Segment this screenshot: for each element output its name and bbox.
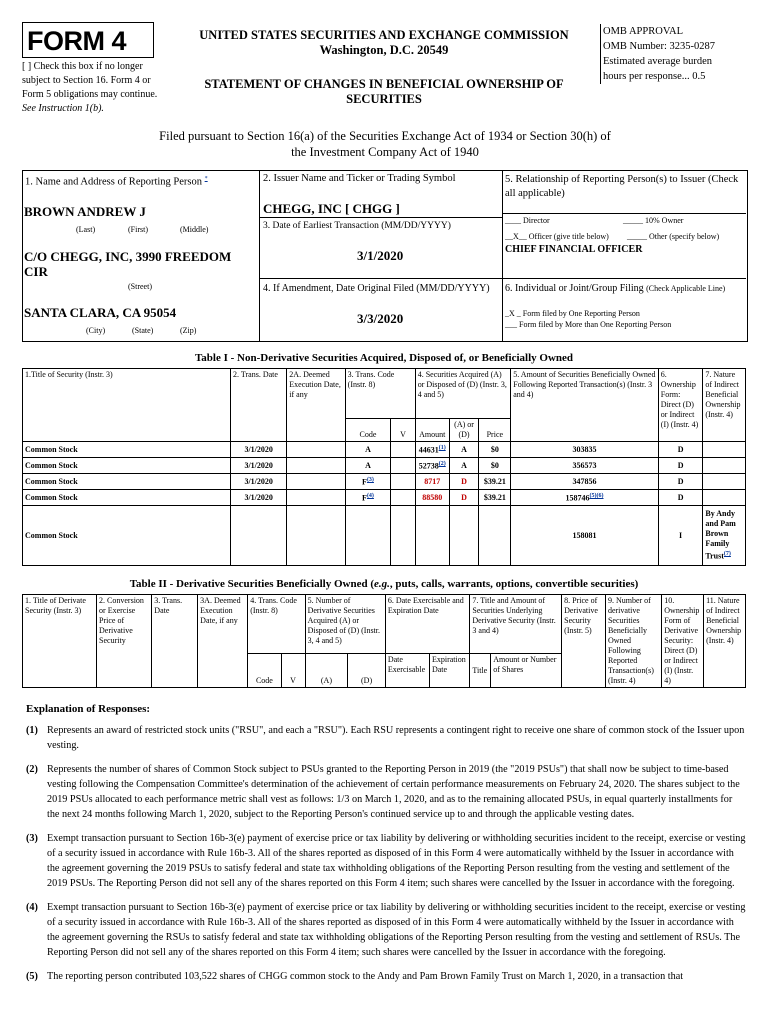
officer-title: CHIEF FINANCIAL OFFICER <box>505 244 643 255</box>
footnote-number: (2) <box>26 764 38 775</box>
footnote-number: (4) <box>26 902 38 913</box>
footnote-link[interactable]: (1) <box>438 445 446 452</box>
box2-label: 2. Issuer Name and Ticker or Trading Symbol <box>263 173 456 184</box>
filed-pursuant: Filed pursuant to Section 16(a) of the Securities Exchange Act of 1934 or Section 30(h) of the Investment Company Act of 1940 <box>159 129 611 159</box>
cell-form: I <box>679 530 683 540</box>
cell-amount: 44631 <box>418 445 439 455</box>
footnote-number: (1) <box>26 725 38 736</box>
table-row <box>23 474 746 490</box>
form-title-box <box>22 22 154 58</box>
cell-form: D <box>677 492 684 502</box>
footnote-link[interactable]: * <box>204 176 208 182</box>
cell-price: $0 <box>490 444 499 454</box>
city-address: SANTA CLARA, CA 95054 <box>24 305 177 320</box>
cell-aord: D <box>461 476 467 486</box>
explanation-heading: Explanation of Responses: <box>26 703 151 715</box>
cell-date: 3/1/2020 <box>244 460 273 470</box>
footnote-link[interactable]: (5)(6) <box>589 493 604 500</box>
footnote <box>26 831 746 891</box>
cell-title: Common Stock <box>25 476 78 486</box>
box6-label: 6. Individual or Joint/Group Filing (Check Applicable Line) <box>505 283 726 294</box>
cell-price: $0 <box>490 460 499 470</box>
footnote-number: (5) <box>26 971 38 982</box>
footnote-link[interactable]: (7) <box>723 551 731 558</box>
cell-owned: 158081 <box>572 530 597 540</box>
see-instruction: See Instruction 1(b). <box>22 103 104 114</box>
statement-title: STATEMENT OF CHANGES IN BENEFICIAL OWNERSHIP OF SECURITIES <box>204 77 564 106</box>
cell-price: $39.21 <box>483 476 506 486</box>
cell-owned: 303835 <box>572 444 597 454</box>
table-row <box>23 442 746 458</box>
cell-aord: A <box>461 444 467 454</box>
agency-header: UNITED STATES SECURITIES AND EXCHANGE COMMISSION Washington, D.C. 20549 STATEMENT OF CHANGES IN BENEFICIAL OWNERSHIP OF SECURITIES <box>178 28 590 107</box>
cell-owned: 158746 <box>565 493 590 503</box>
table1-title: Table I - Non-Derivative Securities Acquired, Disposed of, or Beneficially Owned <box>194 352 574 364</box>
footnote-text: Exempt transaction pursuant to Section 16b-3(e) payment of exercise price or tax liability by delivering or withholding securities incident to the receipt, exercise or vesting of a security issued in accordance with Rule 16b-3. All of the shares reported as disposed of in this Form 4 were automatically withheld by the Issuer in accordance with the agreement governing the 2019 PSUs to satisfy federal and state tax withholding obligations of the Reporting Person resulting from the vesting and settlement of the 2019 PSUs. The Reporting Person did not sell any of the shares reported on this Form 4 item; such shares were cancelled by the Issuer in accordance with the foregoing. <box>47 833 746 889</box>
reporting-person-name: BROWN ANDREW J <box>24 204 146 219</box>
table1: 1.Title of Security (Instr. 3) 2. Trans. Date 2A. Deemed Execution Date, if any 3. Trans. Code (Instr. 8) 4. Securities Acquired (A) or Disposed of (D) (Instr. 3, 4 and 5) 5. Amount of Securities Beneficially Owned Following Reported Transaction(s) (Instr. 3 and 4) 6. Ownership Form: Direct (D) or Indirect (I) (Instr. 4) 7. Nature of Indirect Beneficial Ownership (Instr. 4) Code V Amount (A) or (D) Price Common Stock 3/1/2020 A 44631$^{(1)}$ A $0 303835 D Common Stock 3/1/2020 A 52738$^{(2)}$ A $0 356573 D Common Stock 3/1/2020 $F^{(3)}$ 8717 D $39.21 347856 D Common Stock 3/1/2020 $F^{(4)}$ 88580 D $39.21 $158746^{(5)(6)}$ D Common Stock 158081 I By Andy and Pam Brown Family Trust$^{(7)}$ <box>22 368 746 566</box>
cell-date: 3/1/2020 <box>244 444 273 454</box>
cell-nature: By Andy and Pam Brown Family Trust <box>705 509 736 561</box>
cell-aord: D <box>461 492 467 502</box>
amendment-date: 3/3/2020 <box>357 311 404 326</box>
explanation-of-responses <box>26 703 746 993</box>
cell-title: Common Stock <box>25 492 78 502</box>
table2-title: Table II - Derivative Securities Beneficially Owned (e.g., puts, calls, warrants, options, convertible securities) <box>129 578 639 590</box>
cell-owned: 347856 <box>572 476 597 486</box>
street-address: C/O CHEGG, INC, 3990 FREEDOM CIR <box>24 249 232 279</box>
cell-amount: 52738 <box>418 461 439 471</box>
check-box-note: [ ] Check this box if no longer subject to Section 16. Form 4 or Form 5 obligations may continue. See Instruction 1(b). <box>22 61 158 114</box>
footnote <box>26 900 746 960</box>
footnote <box>26 969 746 984</box>
cell-date: 3/1/2020 <box>244 476 273 486</box>
cell-title: Common Stock <box>25 460 78 470</box>
form-title: FORM 4 <box>27 26 127 56</box>
cell-form: D <box>677 476 684 486</box>
cell-title: Common Stock <box>25 530 78 540</box>
box1-label: 1. Name and Address of Reporting Person * <box>25 176 208 188</box>
table2: 1. Title of Derivate Security (Instr. 3) 2. Conversion or Exercise Price of Derivative Security 3. Trans. Date 3A. Deemed Execution Date, if any 4. Trans. Code (Instr. 8) 5. Number of Derivative Securities Acquired (A) or Disposed of (D) (Instr. 3, 4 and 5) 6. Date Exercisable and Expiration Date 7. Title and Amount of Securities Underlying Derivative Security (Instr. 3 and 4) 8. Price of Derivative Security (Instr. 5) 9. Number of derivative Securities Beneficially Owned Following Reported Transaction(s) (Instr. 4) 10. Ownership Form of Derivative Security: Direct (D) or Indirect (I) (Instr. 4) 11. Nature of Indirect Beneficial Ownership (Instr. 4) Code V (A) (D) Date Exercisable Expiration Date Title Amount or Number of Shares <box>22 594 746 688</box>
cell-code: A <box>365 460 371 470</box>
footnote-link[interactable]: (2) <box>438 461 446 468</box>
footnote <box>26 723 746 753</box>
cell-aord: A <box>461 460 467 470</box>
issuer-name: CHEGG, INC [ CHGG ] <box>263 201 400 216</box>
cell-owned: 356573 <box>572 460 597 470</box>
cell-price: $39.21 <box>483 492 506 502</box>
table-row <box>23 458 746 474</box>
box5-label: 5. Relationship of Reporting Person(s) to Issuer (Check all applicable) <box>505 174 739 199</box>
cell-amount: 88580 <box>422 492 443 502</box>
cell-amount: 8717 <box>424 476 441 486</box>
box4-label: 4. If Amendment, Date Original Filed (MM/DD/YYYY) <box>263 283 490 294</box>
cell-form: D <box>677 444 684 454</box>
cell-form: D <box>677 460 684 470</box>
table-row <box>23 490 746 506</box>
table-row <box>23 506 746 566</box>
cell-code: A <box>365 444 371 454</box>
footnote-text: The reporting person contributed 103,522 shares of CHGG common stock to the Andy and Pam Brown Family Trust on March 1, 2020, in a transaction that <box>47 971 684 982</box>
earliest-transaction-date: 3/1/2020 <box>357 248 404 263</box>
footnote-link[interactable]: (4) <box>366 493 374 500</box>
footnote-link[interactable]: (3) <box>366 477 374 484</box>
footnote-text: Represents the number of shares of Common Stock subject to PSUs granted to the Reporting Person in 2019 (the "2019 PSUs") that shall now be subject to time-based vesting following the Compensation Committee's determination of the achievement of certain performance measurements on February 24, 2020. The shares subject to the 2019 PSUs allocated to each performance metric shall vest as follows: 1/3 on March 1, 2020, and as to the remaining allocated PSUs, in equal quarterly installments for the next 24 months following March 1, 2020, subject to the Reporting Person's continued service up to and through the applicable vesting dates. <box>47 764 740 820</box>
cell-date: 3/1/2020 <box>244 492 273 502</box>
omb-approval: OMB APPROVAL OMB Number: 3235-0287 Estimated average burden hours per response... 0.5 <box>600 24 763 84</box>
footnote-number: (3) <box>26 833 38 844</box>
cell-title: Common Stock <box>25 444 78 454</box>
footnote-text: Exempt transaction pursuant to Section 16b-3(e) payment of exercise price or tax liability by delivering or withholding securities incident to the receipt, exercise or vesting of a security issued in accordance with Rule 16b-3. All of the shares reported as disposed of in this Form 4 were automatically withheld by the Issuer in accordance with the agreement governing the RSUs to satisfy federal and state tax withholding obligations of the Reporting Person resulting from the vesting and settlement of RSUs. The Reporting Person did not sell any of the shares reported on this Form 4 item; such shares were cancelled by the Issuer in accordance with the foregoing. <box>47 902 746 958</box>
cell-code: F <box>362 493 367 503</box>
footnote-text: Represents an award of restricted stock units ("RSU", and each a "RSU"). Each RSU represents a contingent right to receive one share of common stock of the Issuer upon vesting. <box>47 725 745 751</box>
footnote <box>26 762 746 822</box>
box3-label: 3. Date of Earliest Transaction (MM/DD/YYYY) <box>263 221 451 231</box>
cell-code: F <box>362 477 367 487</box>
